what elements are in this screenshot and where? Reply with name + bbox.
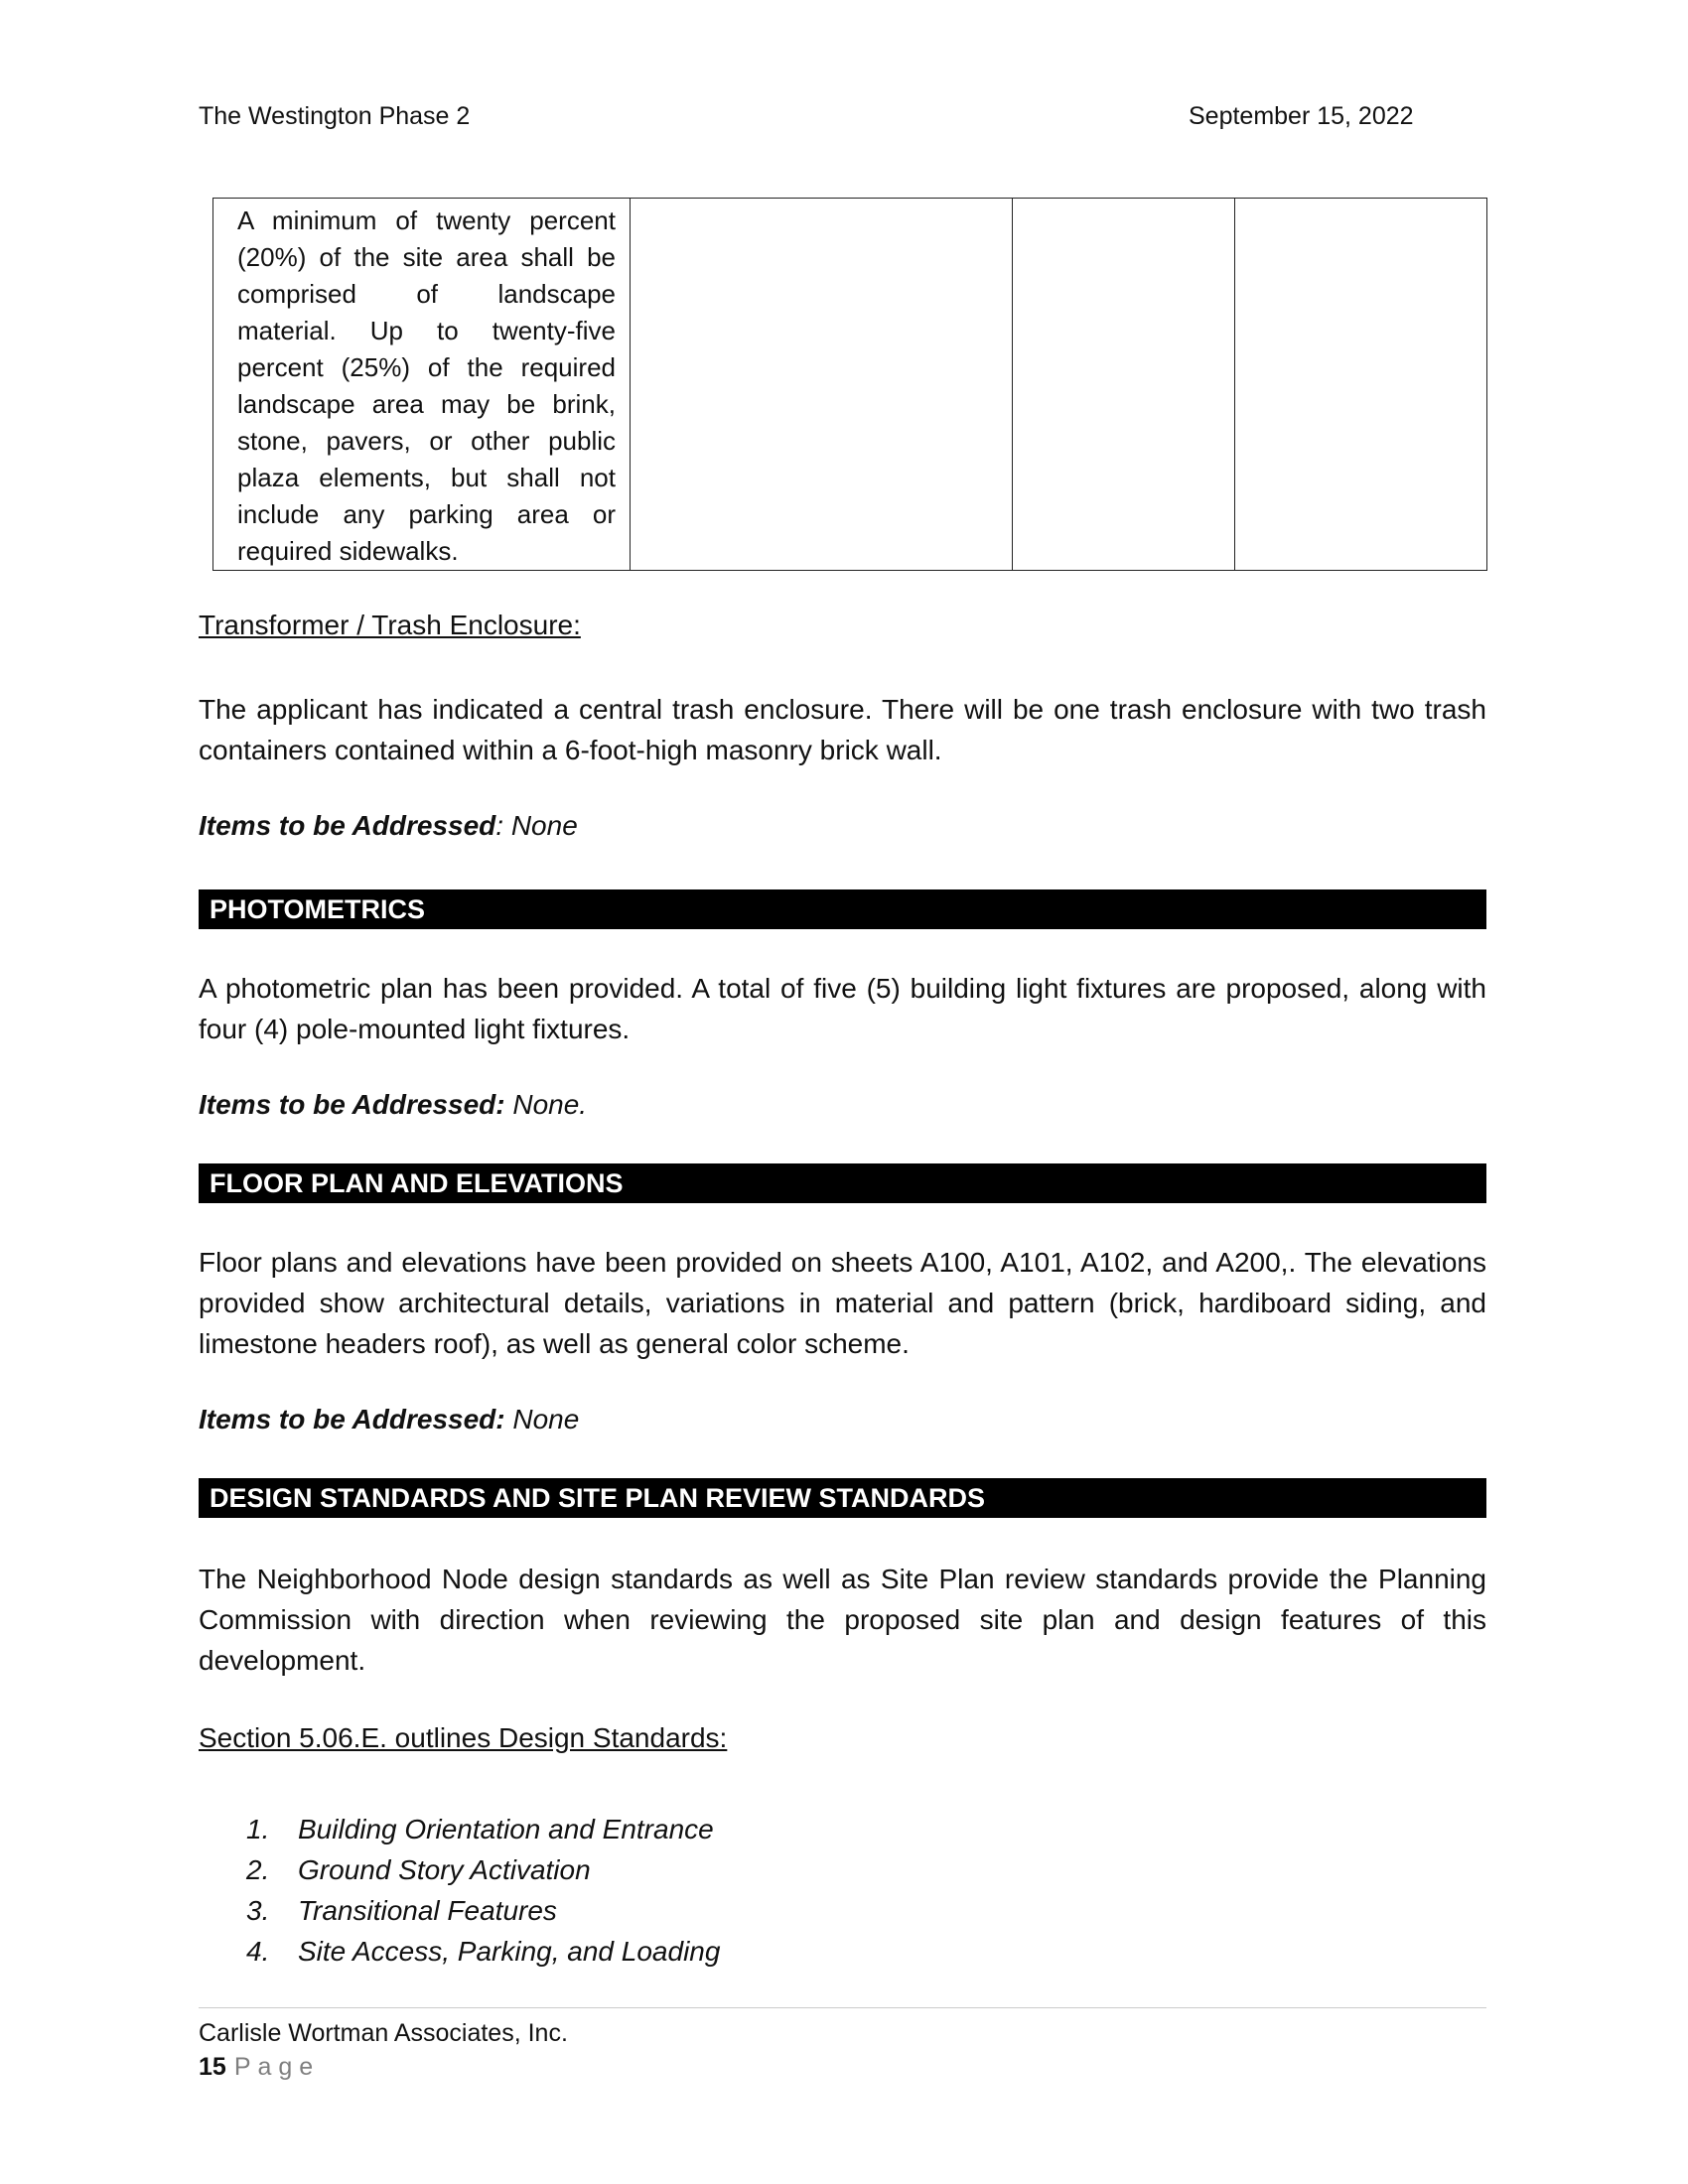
requirement-text: A minimum of twenty percent (20%) of the site area shall be comprised of landscape material. Up to twenty-five percent (25%) of the required landscape area may be brink, stone, pavers, or other public plaza elements, but shall not include any parking area or required sidewalks. [237,205,616,566]
table-cell-empty [1235,199,1487,571]
design-standards-subheading: Section 5.06.E. outlines Design Standards: [199,1722,728,1753]
list-item: 1. Building Orientation and Entrance [246,1814,714,1844]
transformer-heading: Transformer / Trash Enclosure: [199,610,581,640]
header-title: The Westington Phase 2 [199,102,471,130]
photometrics-paragraph: A photometric plan has been provided. A total of five (5) building light fixtures are proposed, along with four (4) pole-mounted light fixtures. [199,973,1486,1044]
list-item: 4. Site Access, Parking, and Loading [246,1936,721,1967]
transformer-paragraph: The applicant has indicated a central trash enclosure. There will be one trash enclosure with two trash containers contained within a 6-foot-high masonry brick wall. [199,694,1486,765]
list-item: 2. Ground Story Activation [246,1854,591,1885]
section-bar-design-standards: DESIGN STANDARDS AND SITE PLAN REVIEW STANDARDS [199,1478,1486,1518]
photometrics-items [199,1089,587,1121]
design-standards-list [199,1809,720,1972]
section-bar-floor-plan: FLOOR PLAN AND ELEVATIONS [199,1163,1486,1203]
header-date: September 15, 2022 [1189,102,1414,130]
page-number: 15 [199,2053,226,2081]
page-label: Page [233,2053,321,2081]
section-bar-photometrics: PHOTOMETRICS [199,889,1486,929]
footer-page-number [199,2053,320,2082]
items-label: Items to be Addressed: [199,1089,505,1120]
items-value: None. [504,1089,588,1120]
items-value: None [504,1404,580,1434]
table-cell-requirement [213,199,631,571]
requirements-table [212,198,1487,571]
items-value: : None [495,810,578,841]
list-item: 3. Transitional Features [246,1895,557,1926]
table-cell-empty [631,199,1013,571]
floor-plan-paragraph: Floor plans and elevations have been provided on sheets A100, A101, A102, and A200,. The elevations provided show architectural details, variations in material and pattern (brick, hardiboard siding, and limestone headers roof), as well as general color scheme. [199,1247,1486,1359]
table-cell-empty [1013,199,1235,571]
footer-divider [199,2007,1486,2008]
transformer-items [199,810,578,842]
design-standards-paragraph: The Neighborhood Node design standards as well as Site Plan review standards provide the Planning Commission with direction when reviewing the proposed site plan and design features of this development. [199,1564,1486,1676]
table-row [213,199,1487,571]
footer-company: Carlisle Wortman Associates, Inc. [199,2019,568,2047]
items-label: Items to be Addressed: [199,1404,505,1434]
items-label: Items to be Addressed [199,810,496,841]
floor-plan-items [199,1404,579,1435]
